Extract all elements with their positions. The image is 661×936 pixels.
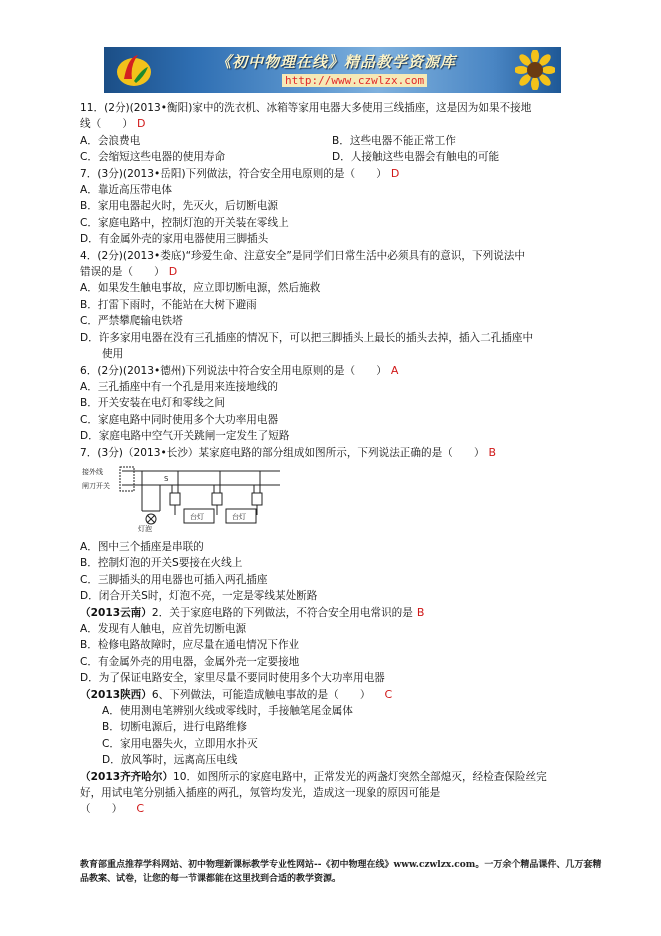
label-appliance-2: 台灯: [232, 512, 246, 521]
option-c: C．家庭电路中同时使用多个大功率用电器: [80, 413, 279, 426]
label-switch: S: [164, 474, 169, 483]
option-b: B．切断电源后，进行电路维修: [102, 721, 247, 734]
header-banner: [104, 47, 561, 93]
question-list: [80, 100, 605, 818]
label-appliance-1: 台灯: [190, 512, 204, 521]
banner-title: 《初中物理在线》精品教学资源库: [216, 53, 457, 71]
option-d: D．许多家用电器在没有三孔插座的情况下，可以把三脚插头上最长的插头去掉，插入二孔插座中: [80, 331, 534, 344]
option-b: B．检修电路故障时，应尽量在通电情况下作业: [80, 639, 300, 652]
answer-mark: B: [488, 445, 497, 459]
option-c: C．家用电器失火，立即用水扑灭: [102, 737, 258, 750]
answer-mark: B: [416, 605, 425, 619]
option-d: D．为了保证电路安全，家里尽量不要同时使用多个大功率用电器: [80, 672, 385, 685]
option-a: A．如果发生触电事故，应立即切断电源，然后施救: [80, 282, 321, 295]
question-8: [80, 769, 605, 818]
banner-url[interactable]: http://www.czwlzx.com: [282, 74, 427, 87]
answer-mark: C: [384, 687, 393, 701]
option-d: D．闭合开关S时，灯泡不亮，一定是零线某处断路: [80, 590, 318, 603]
answer-mark: C: [136, 802, 145, 816]
option-a: A．使用测电笔辨别火线或零线时，手接触笔尾金属体: [102, 705, 353, 717]
option-a: A．发现有人触电，应首先切断电源: [80, 622, 247, 635]
question-stem: 4．(2分)(2013•娄底)“珍爱生命、注意安全”是同学们日常生活中必须具有的意识，下列说法中: [80, 249, 525, 262]
question-stem: 6．(2分)(2013•德州)下列说法中符合安全用电原则的是（ ） A: [80, 363, 399, 377]
question-7: [80, 687, 605, 769]
answer-mark: D: [168, 265, 178, 279]
question-stem: （2013云南）2．关于家庭电路的下列做法，不符合安全用电常识的是 B: [80, 605, 425, 619]
option-c: C．三脚插头的用电器也可插入两孔插座: [80, 573, 268, 586]
question-stem: 7．(3分)(2013•岳阳)下列做法，符合安全用电原则的是（ ） D: [80, 166, 400, 180]
option-a: A．图中三个插座是串联的: [80, 540, 204, 553]
question-source: （2013齐齐哈尔）: [80, 770, 174, 783]
question-source: （2013云南）: [80, 606, 152, 619]
question-1: [80, 100, 605, 166]
option-a: A．靠近高压带电体: [80, 184, 172, 197]
page-footer: 教育部重点推荐学科网站、初中物理新课标教学专业性网站--《初中物理在线》www.czwlzx.com。一万余个精品课件、几万套精品教案、试卷，让您的每一节课都能在这里找到合适的教学资源。: [80, 860, 602, 884]
label-incoming: 接外线: [82, 467, 103, 476]
question-source: （2013陕西）: [80, 688, 152, 701]
option-d: D．家庭电路中空气开关跳闸一定发生了短路: [80, 430, 290, 443]
circuit-diagram: [80, 463, 290, 533]
option-d: D．有金属外壳的家用电器使用三脚插头: [80, 233, 269, 246]
question-stem: 好，用试电笔分别插入插座的两孔，氖管均发光，造成这一现象的原因可能是: [80, 787, 441, 800]
option-c: C．严禁攀爬输电铁塔: [80, 315, 183, 328]
question-stem: 11．(2分)(2013•衡阳)家中的洗衣机、冰箱等家用电器大多使用三线插座，这是因为如果不接地: [80, 102, 532, 114]
question-3: [80, 248, 605, 363]
option-a: A．三孔插座中有一个孔是用来连接地线的: [80, 380, 278, 393]
option-c: C．会缩短这些电器的使用寿命: [80, 151, 226, 164]
question-stem: （2013齐齐哈尔）10．如图所示的家庭电路中，正常发光的两盏灯突然全部熄灭，经检查保险丝完: [80, 770, 547, 783]
option-b: B．这些电器不能正常工作: [332, 134, 456, 147]
question-2: [80, 166, 605, 248]
sunflower-icon: [515, 50, 555, 90]
site-logo-icon: [114, 51, 154, 89]
question-stem: （ ） C: [80, 802, 145, 816]
option-b: B．开关安装在电灯和零线之间: [80, 397, 225, 410]
question-stem: 7．(3分)（2013•长沙）某家庭电路的部分组成如图所示，下列说法正确的是（ ） B: [80, 445, 497, 459]
option-b: B．控制灯泡的开关S要接在火线上: [80, 557, 243, 570]
option-d-continued: 使用: [102, 348, 124, 361]
answer-mark: A: [390, 363, 399, 377]
question-stem: 错误的是（ ） D: [80, 265, 178, 279]
option-b: B．家用电器起火时，先灭火，后切断电源: [80, 200, 278, 213]
question-stem: 线（ ） D: [80, 117, 146, 131]
label-lamp: 灯泡: [138, 524, 152, 533]
question-5: [80, 445, 605, 605]
answer-mark: D: [136, 117, 146, 131]
question-4: [80, 363, 605, 445]
option-d: D．人接触这些电器会有触电的可能: [332, 151, 500, 164]
option-b: B．打雷下雨时，不能站在大树下避雨: [80, 298, 257, 311]
option-d: D．放风筝时，远离高压电线: [102, 754, 238, 767]
option-a: A．会浪费电: [80, 134, 141, 147]
answer-mark: D: [390, 166, 400, 180]
option-c: C．有金属外壳的用电器，金属外壳一定要接地: [80, 655, 300, 668]
question-6: [80, 605, 605, 687]
label-breaker: 闸刀开关: [82, 481, 110, 490]
option-c: C．家庭电路中，控制灯泡的开关装在零线上: [80, 216, 289, 229]
question-stem: （2013陕西）6、下列做法，可能造成触电事故的是（ ） C: [80, 687, 393, 701]
